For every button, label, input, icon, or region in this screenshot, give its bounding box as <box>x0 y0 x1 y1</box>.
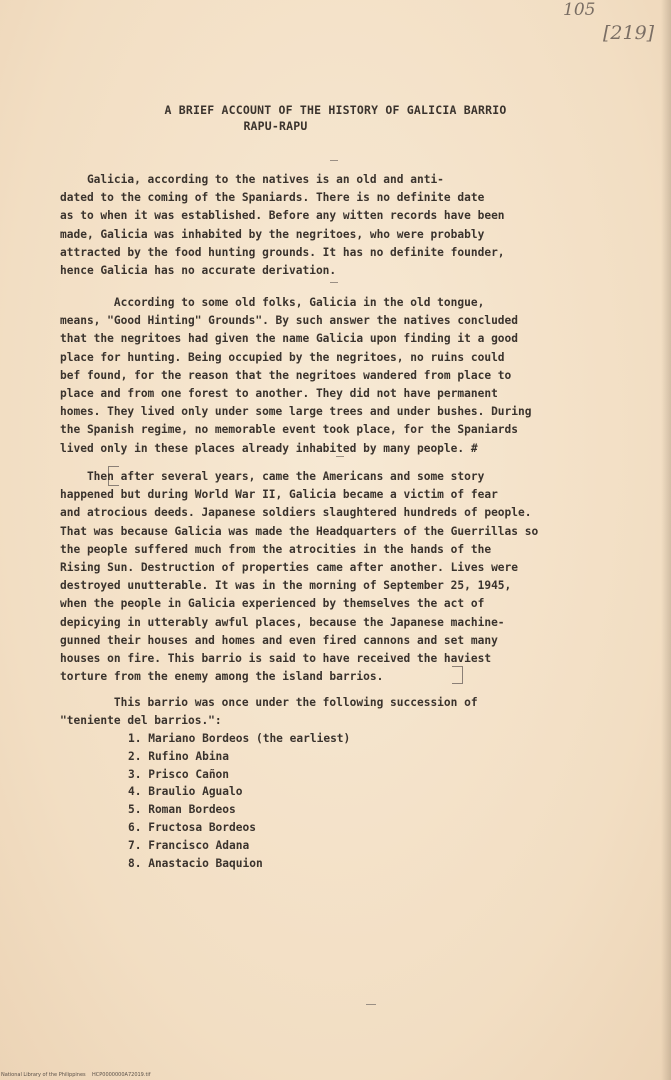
page-edge-shadow <box>661 0 671 1080</box>
text-line: dated to the coming of the Spaniards. There is no definite date <box>60 191 485 205</box>
text-line: the Spanish regime, no memorable event took place, for the Spaniards <box>60 423 519 437</box>
handwritten-page-number: 105 <box>563 0 596 20</box>
text-line: and atrocious deeds. Japanese soldiers slaughtered hundreds of people. <box>60 506 532 520</box>
list-item: 8. Anastacio Baquion <box>128 856 263 870</box>
text-line: Rising Sun. Destruction of properties came after another. Lives were <box>60 561 519 575</box>
text-line: lived only in these places already inhabited by many people. # <box>60 441 478 455</box>
text-line: place for hunting. Being occupied by the negritoes, no ruins could <box>60 350 505 364</box>
text-line: as to when it was established. Before any witten records have been <box>60 209 505 223</box>
text-line: houses on fire. This barrio is said to have received the haviest <box>60 652 492 666</box>
text-line: bef found, for the reason that the negritoes wandered from place to <box>60 368 512 382</box>
paragraph-world-war-ii <box>60 468 650 686</box>
stray-mark <box>366 1004 376 1005</box>
paragraph-origin <box>60 171 650 280</box>
text-line: depicying in utterably awful places, because the Japanese machine- <box>60 615 505 629</box>
text-line: means, "Good Hinting" Grounds". By such answer the natives concluded <box>60 314 519 328</box>
text-line: homes. They lived only under some large trees and under bushes. During <box>60 405 532 419</box>
list-item: 3. Prisco Cañon <box>128 767 230 781</box>
text-line: Galicia, according to the natives is an old and anti- <box>60 173 444 186</box>
list-item: 5. Roman Bordeos <box>128 803 236 817</box>
text-line: torture from the enemy among the island barrios. <box>60 670 384 684</box>
text-line: That was because Galicia was made the Headquarters of the Guerrillas so <box>60 524 539 538</box>
text-line: destroyed unutterable. It was in the morning of September 25, 1945, <box>60 579 512 593</box>
text-line: Then after several years, came the Americans and some story <box>60 470 485 483</box>
text-line: According to some old folks, Galicia in the old tongue, <box>60 296 485 309</box>
list-item: 2. Rufino Abina <box>128 749 230 763</box>
text-line: hence Galicia has no accurate derivation. <box>60 264 337 278</box>
text-line: attracted by the food hunting grounds. It has no definite founder, <box>60 245 505 259</box>
handwritten-bracket-number: [219] <box>603 22 655 44</box>
text-line: the people suffered much from the atrocities in the hands of the <box>60 542 492 556</box>
stray-mark <box>336 456 344 457</box>
stray-mark <box>330 160 338 161</box>
list-item: 4. Braulio Agualo <box>128 785 243 799</box>
text-line: gunned their houses and homes and even fired cannons and set many <box>60 633 498 647</box>
stray-mark <box>330 282 338 283</box>
paragraph-name-meaning <box>60 294 650 458</box>
text-line: made, Galicia was inhabited by the negritoes, who were probably <box>60 227 485 241</box>
list-item: 6. Fructosa Bordeos <box>128 820 256 834</box>
text-line: This barrio was once under the following succession of <box>60 696 478 709</box>
document-title: A BRIEF ACCOUNT OF THE HISTORY OF GALICIA BARRIO <box>164 103 507 117</box>
pencil-bracket-close <box>452 666 463 684</box>
document-subtitle: RAPU-RAPU <box>243 119 308 133</box>
scan-footer: National Library of the Philippines HCP0000000A72019.tif <box>1 1072 151 1078</box>
paragraph-tenientes-intro <box>60 694 650 730</box>
text-line: place and from one forest to another. They did not have permanent <box>60 387 498 401</box>
list-item: 7. Francisco Adana <box>128 838 250 852</box>
text-line: happened but during World War II, Galicia became a victim of fear <box>60 488 498 502</box>
text-line: when the people in Galicia experienced by themselves the act of <box>60 597 485 611</box>
tenientes-list <box>128 730 350 872</box>
list-item: 1. Mariano Bordeos (the earliest) <box>128 732 351 745</box>
text-line: "teniente del barrios.": <box>60 714 222 728</box>
text-line: that the negritoes had given the name Galicia upon finding it a good <box>60 332 519 346</box>
